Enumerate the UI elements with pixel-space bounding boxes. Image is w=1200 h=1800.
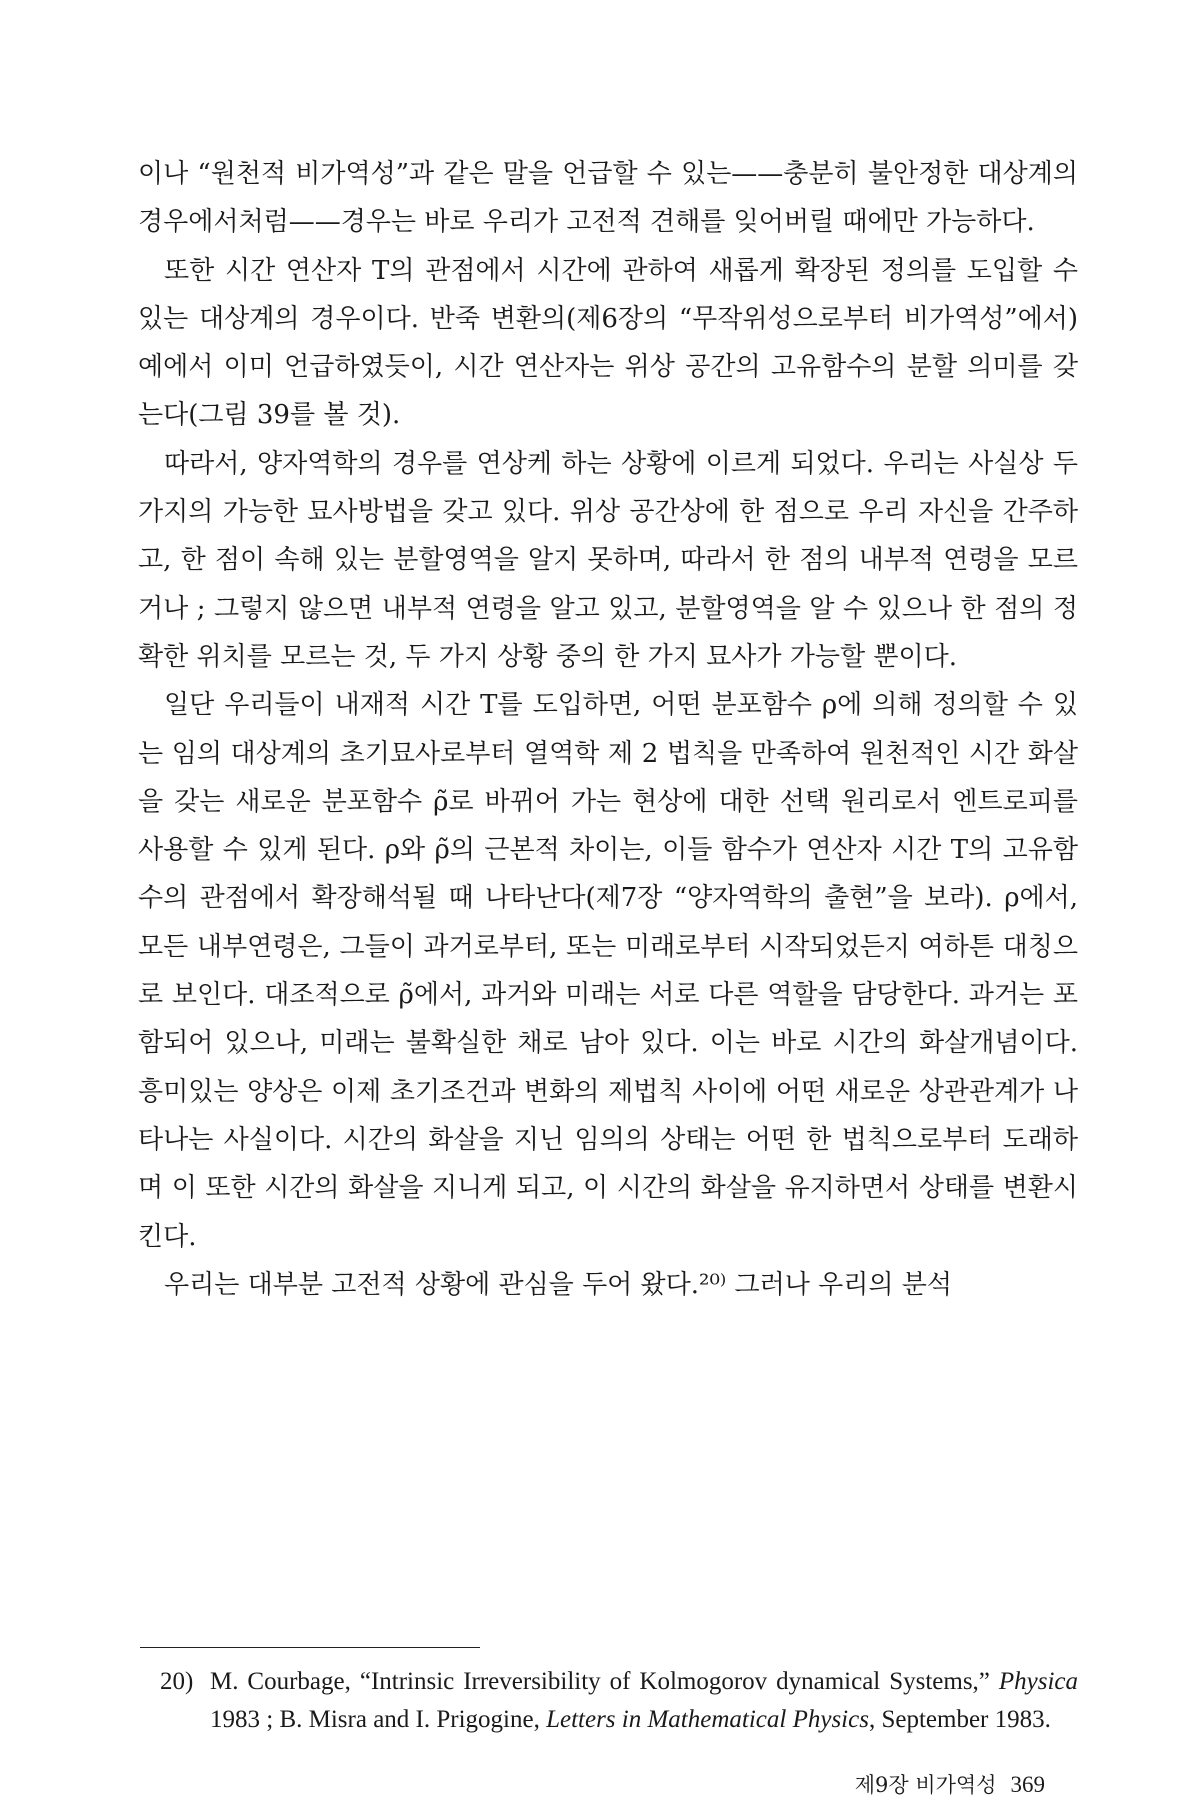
paragraph-2: 또한 시간 연산자 T의 관점에서 시간에 관하여 새롭게 확장된 정의를 도입할 수 있는 대상계의 경우이다. 반죽 변환의(제6장의 “무작위성으로부터 비가역성”에서) 예에서 이미 언급하였듯이, 시간 연산자는 위상 공간의 고유함수의 분할 의미를 갖는다(그림 39를 볼 것). xyxy=(138,255,1078,431)
footnote-divider xyxy=(140,1647,480,1648)
paragraph-1: 이나 “원천적 비가역성”과 같은 말을 언급할 수 있는——충분히 불안정한 대상계의 경우에서처럼——경우는 바로 우리가 고전적 견해를 잊어버릴 때에만 가능하다. xyxy=(138,159,1078,238)
footnote-middle: 1983 ; B. Misra and I. Prigogine, xyxy=(210,1706,547,1733)
footnote-journal-physica: Physica xyxy=(998,1668,1079,1695)
footnote-number: 20) xyxy=(160,1668,194,1695)
running-footer xyxy=(855,1772,1045,1798)
footnote-article-title: “Intrinsic Irreversibility of Kolmogorov dynamical Systems,” xyxy=(359,1668,999,1695)
footnote xyxy=(160,1663,1078,1739)
footnote-date: , September 1983. xyxy=(868,1706,1051,1733)
paragraph-3: 따라서, 양자역학의 경우를 연상케 하는 상황에 이르게 되었다. 우리는 사실상 두 가지의 가능한 묘사방법을 갖고 있다. 위상 공간상에 한 점으로 우리 자신을 간주하고, 한 점이 속해 있는 분할영역을 알지 못하며, 따라서 한 점의 내부적 연령을 모르거나 ; 그렇지 않으면 내부적 연령을 알고 있고, 분할영역을 알 수 있으나 한 점의 정확한 위치를 모르는 것, 두 가지 상황 중의 한 가지 묘사가 가능할 뿐이다. xyxy=(138,448,1078,672)
footnote-text xyxy=(210,1663,1078,1739)
paragraph-5: 우리는 대부분 고전적 상황에 관심을 두어 왔다.²⁰⁾ 그러나 우리의 분석 xyxy=(164,1269,953,1300)
paragraph-4: 일단 우리들이 내재적 시간 T를 도입하면, 어떤 분포함수 ρ에 의해 정의할 수 있는 임의 대상계의 초기묘사로부터 열역학 제 2 법칙을 만족하여 원천적인 시간 화살을 갖는 새로운 분포함수 ρ̃로 바뀌어 가는 현상에 대한 선택 원리로서 엔트로피를 사용할 수 있게 된다. ρ와 ρ̃의 근본적 차이는, 이들 함수가 연산자 시간 T의 고유함수의 관점에서 확장해석될 때 나타난다(제7장 “양자역학의 출현”을 보라). ρ에서, 모든 내부연령은, 그들이 과거로부터, 또는 미래로부터 시작되었든지 여하튼 대칭으로 보인다. 대조적으로 ρ̃에서, 과거와 미래는 서로 다른 역할을 담당한다. 과거는 포함되어 있으나, 미래는 불확실한 채로 남아 있다. 이는 바로 시간의 화살개념이다. 흥미있는 양상은 이제 초기조건과 변화의 제법칙 사이에 어떤 새로운 상관관계가 나타나는 사실이다. 시간의 화살을 지닌 임의의 상태는 어떤 한 법칙으로부터 도래하며 이 또한 시간의 화살을 지니게 되고, 이 시간의 화살을 유지하면서 상태를 변환시킨다. xyxy=(138,690,1078,1252)
body-text xyxy=(138,150,1078,1309)
chapter-label: 제9장 비가역성 xyxy=(854,1773,997,1797)
footnote-journal-letters: Letters in Mathematical Physics xyxy=(546,1706,869,1733)
footnote-authors: M. Courbage, xyxy=(210,1668,360,1695)
page-number: 369 xyxy=(1010,1772,1045,1797)
